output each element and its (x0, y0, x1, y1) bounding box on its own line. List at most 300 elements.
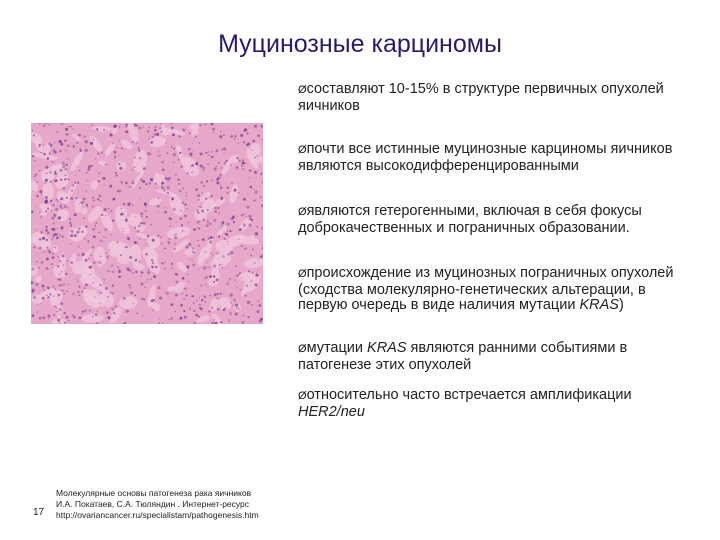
cell-nucleus (230, 164, 231, 165)
slide-title: Муцинозные карциномы (218, 30, 502, 58)
cell-nucleus (60, 179, 62, 181)
cell-nucleus (198, 316, 200, 318)
cell-nucleus (228, 253, 230, 255)
cell-nucleus (257, 259, 258, 260)
cell-nucleus (79, 286, 81, 288)
cell-nucleus (50, 200, 52, 202)
cell-nucleus (108, 250, 109, 251)
cell-nucleus (220, 131, 221, 132)
cell-nucleus (87, 206, 88, 207)
cell-nucleus (100, 256, 101, 257)
cell-nucleus (227, 241, 228, 242)
cell-nucleus (47, 232, 50, 235)
cell-nucleus (45, 267, 48, 270)
cell-nucleus (158, 322, 160, 324)
cell-nucleus (112, 285, 114, 287)
cell-nucleus (68, 126, 69, 127)
cell-nucleus (35, 206, 36, 207)
cell-nucleus (54, 142, 56, 144)
cell-nucleus (41, 194, 42, 195)
cell-nucleus (200, 285, 202, 287)
cell-nucleus (79, 170, 80, 171)
cell-nucleus (92, 316, 93, 317)
cell-nucleus (191, 172, 193, 174)
cell-nucleus (51, 217, 54, 220)
cell-nucleus (199, 307, 201, 309)
cell-nucleus (128, 270, 130, 272)
bullet-item (298, 142, 698, 174)
cell-nucleus (244, 247, 247, 250)
cell-nucleus (78, 246, 79, 247)
cell-nucleus (213, 208, 214, 209)
cell-nucleus (53, 222, 55, 224)
cell-nucleus (208, 151, 209, 152)
cell-nucleus (91, 165, 93, 167)
reference-line: И.А. Покатаев, С.А. Тюляндин . Интернет-ресурс (56, 499, 250, 509)
cell-nucleus (31, 210, 34, 213)
cell-nucleus (184, 288, 186, 290)
cell-nucleus (69, 218, 71, 220)
cell-nucleus (66, 178, 67, 179)
cell-nucleus (166, 292, 169, 295)
cell-nucleus (204, 278, 205, 279)
cell-nucleus (77, 281, 78, 282)
cell-nucleus (141, 298, 143, 300)
cell-nucleus (50, 181, 52, 183)
cell-nucleus (143, 167, 146, 170)
cell-nucleus (126, 310, 129, 313)
cell-nucleus (208, 155, 209, 156)
cell-nucleus (113, 151, 116, 154)
cell-nucleus (89, 266, 92, 269)
cell-nucleus (213, 219, 216, 222)
cell-nucleus (243, 224, 245, 226)
cell-nucleus (86, 190, 87, 191)
cell-nucleus (198, 269, 199, 270)
cell-nucleus (253, 200, 255, 202)
cell-nucleus (160, 237, 162, 239)
cell-nucleus (86, 172, 88, 174)
cell-nucleus (251, 304, 253, 306)
cell-nucleus (66, 133, 68, 135)
cell-nucleus (195, 188, 198, 191)
bullet-text: происхождение из муцинозных пограничных опухолей (сходства молекулярно-генетических альтерации, в первую очередь в виде наличия мутации (298, 265, 674, 313)
cell-nucleus (158, 212, 159, 213)
cell-nucleus (60, 143, 63, 146)
cell-nucleus (178, 319, 179, 320)
cell-nucleus (160, 155, 161, 156)
cell-nucleus (179, 152, 181, 154)
cell-nucleus (139, 187, 141, 189)
cell-nucleus (35, 173, 37, 175)
cell-nucleus (83, 217, 85, 219)
cell-nucleus (135, 216, 136, 217)
cell-nucleus (61, 226, 64, 229)
cell-nucleus (65, 149, 67, 151)
cell-nucleus (112, 198, 115, 201)
cell-nucleus (204, 123, 206, 125)
cell-nucleus (97, 198, 99, 200)
cell-nucleus (78, 134, 80, 136)
cell-nucleus (164, 262, 165, 263)
cell-nucleus (105, 215, 106, 216)
cell-nucleus (89, 310, 91, 312)
cell-nucleus (58, 294, 61, 297)
cell-nucleus (64, 169, 65, 170)
cell-nucleus (52, 286, 54, 288)
cell-nucleus (47, 296, 49, 298)
cell-nucleus (64, 139, 66, 141)
cell-nucleus (32, 130, 33, 131)
cell-nucleus (63, 293, 65, 295)
cell-nucleus (208, 266, 210, 268)
cell-nucleus (100, 292, 102, 294)
cell-nucleus (241, 321, 244, 324)
cell-nucleus (216, 297, 218, 299)
cell-nucleus (199, 206, 201, 208)
cell-nucleus (81, 201, 83, 203)
cell-nucleus (223, 134, 225, 136)
cell-nucleus (56, 236, 59, 239)
cell-nucleus (111, 265, 113, 267)
cell-nucleus (112, 143, 114, 145)
cell-nucleus (45, 226, 48, 229)
cell-nucleus (242, 162, 245, 165)
cell-nucleus (54, 288, 56, 290)
cell-nucleus (203, 185, 205, 187)
cell-nucleus (57, 319, 60, 322)
cell-nucleus (117, 147, 118, 148)
cell-nucleus (55, 233, 58, 236)
cell-nucleus (215, 166, 217, 168)
cell-nucleus (60, 197, 63, 200)
cell-nucleus (43, 251, 45, 253)
cell-nucleus (52, 256, 54, 258)
bullet-text: относительно часто встречается амплификации (306, 387, 632, 403)
cell-nucleus (85, 140, 88, 143)
cell-nucleus (212, 128, 215, 131)
cell-nucleus (192, 247, 195, 250)
cell-nucleus (234, 279, 236, 281)
cell-nucleus (187, 173, 189, 175)
cell-nucleus (95, 225, 96, 226)
cell-nucleus (106, 256, 109, 259)
gene-name: KRAS (367, 340, 407, 356)
cell-nucleus (99, 231, 101, 233)
cell-nucleus (145, 253, 147, 255)
cell-nucleus (179, 190, 181, 192)
cell-nucleus (98, 194, 101, 197)
cell-nucleus (213, 319, 215, 321)
cell-nucleus (60, 206, 62, 208)
cell-nucleus (140, 222, 142, 224)
cell-nucleus (133, 303, 134, 304)
cell-nucleus (152, 262, 154, 264)
cell-nucleus (173, 153, 176, 156)
cell-nucleus (254, 171, 257, 174)
cell-nucleus (105, 252, 107, 254)
cell-nucleus (231, 182, 233, 184)
cell-nucleus (68, 283, 70, 285)
cell-nucleus (207, 209, 209, 211)
cell-nucleus (111, 292, 114, 295)
cell-nucleus (53, 314, 55, 316)
cell-nucleus (200, 181, 203, 184)
cell-nucleus (119, 167, 122, 170)
cell-nucleus (110, 133, 113, 136)
cell-nucleus (243, 198, 246, 201)
cell-nucleus (220, 321, 222, 323)
cell-nucleus (127, 203, 130, 206)
cell-nucleus (157, 151, 159, 153)
bullet-item (298, 266, 698, 314)
cell-nucleus (79, 316, 82, 319)
cell-nucleus (219, 178, 221, 180)
cell-nucleus (79, 228, 81, 230)
cell-nucleus (193, 302, 195, 304)
cell-nucleus (237, 287, 238, 288)
cell-nucleus (114, 155, 116, 157)
cell-nucleus (77, 291, 79, 293)
cell-nucleus (92, 206, 94, 208)
cell-nucleus (177, 178, 179, 180)
cell-nucleus (92, 246, 95, 249)
cell-nucleus (154, 133, 157, 136)
cell-nucleus (187, 274, 188, 275)
cell-nucleus (37, 311, 39, 313)
cell-nucleus (161, 262, 163, 264)
cell-nucleus (92, 197, 94, 199)
cell-nucleus (259, 241, 260, 242)
cell-nucleus (186, 294, 188, 296)
cell-nucleus (46, 239, 48, 241)
cell-nucleus (252, 272, 254, 274)
cell-nucleus (57, 228, 58, 229)
cell-nucleus (240, 278, 241, 279)
cell-nucleus (35, 283, 38, 286)
cell-nucleus (227, 230, 229, 232)
cell-nucleus (52, 235, 54, 237)
cell-nucleus (54, 247, 56, 249)
cell-nucleus (117, 241, 119, 243)
cell-nucleus (197, 212, 199, 214)
cell-nucleus (161, 242, 163, 244)
cell-nucleus (106, 311, 109, 314)
cell-nucleus (205, 301, 206, 302)
cell-nucleus (42, 237, 45, 240)
cell-nucleus (42, 297, 45, 300)
bullet-text-end: ) (618, 297, 624, 313)
cell-nucleus (98, 172, 100, 174)
reference-url: http://ovariancancer.ru/specialistam/pathogenesis.htm (56, 510, 259, 520)
cell-nucleus (97, 153, 99, 155)
cell-nucleus (161, 182, 164, 185)
cell-nucleus (171, 146, 173, 148)
cell-nucleus (115, 172, 117, 174)
bullet-text: мутации (306, 340, 368, 356)
cell-nucleus (62, 236, 64, 238)
cell-nucleus (100, 200, 102, 202)
cell-nucleus (129, 215, 130, 216)
cell-nucleus (72, 129, 73, 130)
cell-nucleus (65, 168, 67, 170)
cell-nucleus (46, 247, 48, 249)
cell-nucleus (216, 278, 219, 281)
cell-nucleus (36, 181, 38, 183)
cell-nucleus (98, 261, 101, 264)
cell-nucleus (197, 221, 199, 223)
cell-nucleus (217, 293, 219, 295)
cell-nucleus (105, 237, 106, 238)
cell-nucleus (52, 149, 55, 152)
cell-nucleus (243, 141, 245, 143)
cell-nucleus (90, 254, 92, 256)
cell-nucleus (224, 238, 226, 240)
cell-nucleus (46, 172, 48, 174)
cell-nucleus (182, 128, 184, 130)
cell-nucleus (137, 230, 140, 233)
cell-nucleus (218, 235, 220, 237)
cell-nucleus (104, 154, 105, 155)
cell-nucleus (209, 295, 211, 297)
cell-nucleus (111, 234, 112, 235)
cell-nucleus (147, 279, 148, 280)
cell-nucleus (42, 288, 43, 289)
cell-nucleus (160, 131, 162, 133)
cell-nucleus (154, 187, 155, 188)
cell-nucleus (109, 291, 111, 293)
cell-nucleus (155, 131, 156, 132)
cell-nucleus (48, 124, 50, 126)
cell-nucleus (146, 243, 147, 244)
cell-nucleus (255, 199, 256, 200)
cell-nucleus (39, 146, 40, 147)
cell-nucleus (242, 168, 244, 170)
cell-nucleus (144, 287, 146, 289)
cell-nucleus (162, 322, 163, 323)
cell-nucleus (185, 240, 186, 241)
cell-nucleus (235, 310, 236, 311)
cell-nucleus (164, 267, 166, 269)
cell-nucleus (157, 205, 159, 207)
cell-nucleus (57, 265, 60, 268)
cell-nucleus (56, 307, 58, 309)
cell-nucleus (46, 258, 49, 261)
cell-nucleus (209, 240, 212, 243)
cell-nucleus (85, 225, 87, 227)
cell-nucleus (208, 310, 211, 313)
cell-nucleus (254, 262, 256, 264)
cell-nucleus (150, 224, 152, 226)
cell-nucleus (180, 210, 182, 212)
cell-nucleus (59, 150, 61, 152)
cell-nucleus (136, 142, 137, 143)
cell-nucleus (114, 157, 116, 159)
cell-nucleus (71, 262, 73, 264)
cell-nucleus (207, 220, 208, 221)
cell-nucleus (169, 225, 171, 227)
cell-nucleus (130, 186, 132, 188)
cell-nucleus (183, 298, 185, 300)
cell-nucleus (39, 144, 41, 146)
cell-nucleus (182, 277, 185, 280)
cell-nucleus (207, 221, 209, 223)
cell-nucleus (61, 271, 63, 273)
cell-nucleus (154, 129, 156, 131)
cell-nucleus (206, 267, 207, 268)
cell-nucleus (108, 208, 109, 209)
cell-nucleus (33, 296, 35, 298)
cell-nucleus (226, 283, 229, 286)
cell-nucleus (153, 310, 154, 311)
cell-nucleus (80, 149, 82, 151)
cell-nucleus (140, 282, 143, 285)
cell-nucleus (219, 264, 221, 266)
cell-nucleus (49, 293, 51, 295)
cell-nucleus (34, 175, 36, 177)
cell-nucleus (183, 310, 185, 312)
cell-nucleus (88, 165, 91, 168)
cell-nucleus (244, 213, 246, 215)
cell-nucleus (101, 214, 103, 216)
cell-nucleus (254, 125, 257, 128)
cell-nucleus (127, 237, 130, 240)
cell-nucleus (219, 184, 221, 186)
cell-nucleus (67, 145, 69, 147)
cell-nucleus (92, 228, 95, 231)
cell-nucleus (59, 284, 61, 286)
cell-nucleus (56, 311, 58, 313)
cell-nucleus (175, 294, 178, 297)
cell-nucleus (236, 166, 238, 168)
cell-nucleus (236, 307, 238, 309)
cell-nucleus (57, 256, 58, 257)
cell-nucleus (200, 152, 203, 155)
cell-nucleus (103, 278, 104, 279)
cell-nucleus (195, 162, 198, 165)
cell-nucleus (32, 314, 35, 317)
cell-nucleus (249, 186, 252, 189)
cell-nucleus (231, 217, 234, 220)
cell-nucleus (60, 302, 63, 305)
cell-nucleus (52, 228, 55, 231)
cell-nucleus (145, 281, 146, 282)
page-number: 17 (33, 507, 45, 518)
cell-nucleus (139, 238, 141, 240)
cell-nucleus (107, 296, 109, 298)
cell-nucleus (115, 125, 117, 127)
cell-nucleus (153, 273, 154, 274)
cell-nucleus (47, 157, 50, 160)
cell-nucleus (240, 134, 243, 137)
cell-nucleus (120, 254, 122, 256)
cell-nucleus (132, 272, 134, 274)
cell-nucleus (227, 223, 230, 226)
bullet-text: являются гетерогенными, включая в себя фокусы доброкачественных и пограничных образовании. (298, 203, 642, 236)
cell-nucleus (32, 155, 35, 158)
cell-nucleus (111, 308, 114, 311)
cell-nucleus (255, 191, 258, 194)
cell-nucleus (86, 204, 88, 206)
cell-nucleus (142, 316, 143, 317)
cell-nucleus (260, 173, 263, 176)
cell-nucleus (218, 251, 219, 252)
cell-nucleus (125, 219, 128, 222)
cell-nucleus (169, 319, 170, 320)
cell-nucleus (194, 322, 196, 324)
cell-nucleus (45, 166, 48, 169)
cell-nucleus (222, 267, 223, 268)
